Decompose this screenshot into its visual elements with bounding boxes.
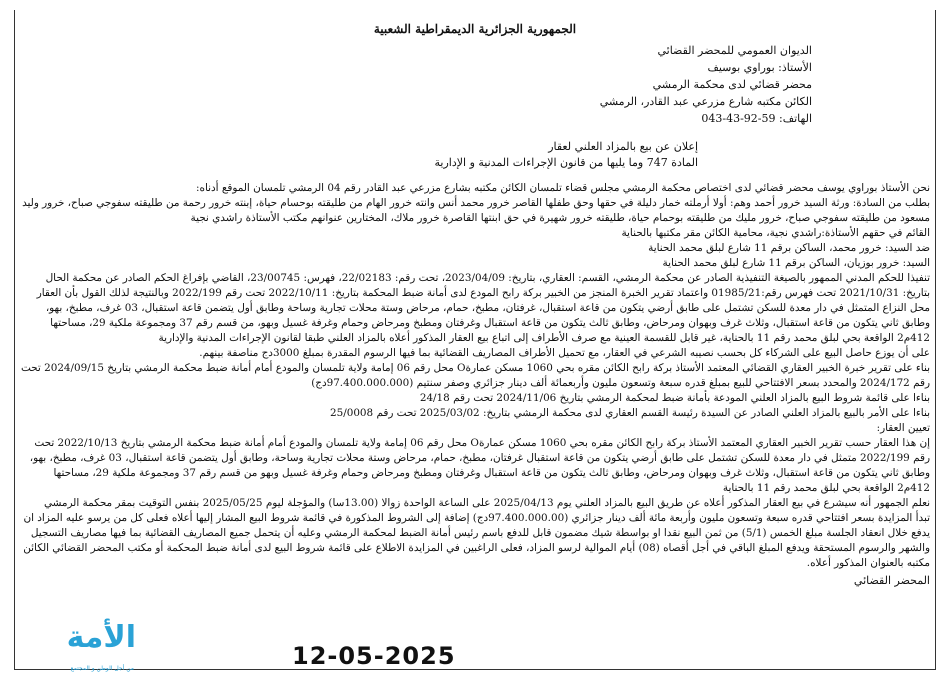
body-paragraph: على أن يوزع حاصل البيع على الشركاء كل بحسب نصيبه الشرعي في العقار، مع تحميل الأطراف المصاريف القضائية بما فيها الرسوم المقدرة بمبلغ 3000دج مناصفة بينهم. bbox=[199, 347, 930, 359]
notice-title bbox=[20, 139, 698, 171]
body-paragraph: نحن الأستاذ بوراوي يوسف محضر قضائي لدى اختصاص محكمة الرمشي مجلس قضاء تلمسان الكائن مكتبه بشارع مزرعي عبد القادر رقم 04 الرمشي تلمسان الموقع أدناه: bbox=[196, 182, 930, 194]
body-paragraph: القائم في حقهم الأستاذة:راشدي نجية، محامية الكائن مقر مكتبها بالحناية bbox=[621, 227, 930, 239]
body-paragraph: بناءا على قائمة شروط البيع بالمزاد العلني المودعة بأمانة ضبط لمحكمة الرمشي بتاريخ 2024/11/06 تحت رقم 24/18 bbox=[419, 392, 930, 404]
notice-title-line-1: إعلان عن بيع بالمزاد العلني لعقار bbox=[548, 140, 698, 153]
body-paragraph: نعلم الجمهور أنه سيشرع في بيع العقار المذكور أعلاه عن طريق البيع بالمزاد العلني يوم 2025/04/13 على الساعة الواحدة زوالا (13.00سا) والمؤجلة ليوم 2025/05/25 بنفس التوقيت بمقر محكمة الرمشي bbox=[43, 497, 930, 509]
republic-heading: الجمهورية الجزائرية الديمقراطية الشعبية bbox=[373, 22, 577, 36]
body-paragraph: السيد: خرور بوزيان، الساكن برقم 11 شارع لبلق محمد الحناية bbox=[662, 257, 930, 269]
body-paragraph: بطلب من السادة: ورثة السيد خرور أحمد وهم: أولا أرملته خمار دليلة في حقها وحق طفلها القاصر خرور محمد أنس وانته خرور الهام من طليقته بوحسام حياة، إبنته خرور رحمة من طليقته سفوجي صباح، خرور وليد مسعود من طليقته سفوجي صباح، خرور مليك من طليقته بوحمام حياة، طليقته خرور شهيرة في حق ابنتها القاصرة خرور ملاك، المختارين عنوانهم مكتب الأستاذة راشدي نجية bbox=[22, 197, 930, 224]
notice-page bbox=[20, 22, 930, 652]
newspaper-logo bbox=[10, 622, 140, 672]
bailiff-header bbox=[20, 42, 812, 127]
body-paragraph: إن هذا العقار حسب تقرير الخبير العقاري المعتمد الأستاذ بركة رابح الكائن مقره بحي 1060 مسكن عمارةO محل رقم 06 إمامة ولاية تلمسان والمودع أمام أمانة ضبط محكمة الرمشي بتاريخ 2022/10/13 تحت رقم 2022/199 متمثل في دار معدة للسكن تشتمل على طابق أرضي يتكون من قاعة استقبال غرفتان، مطبخ، حمام، مرحاض وستة محلات تجارية وساحة، وطابق أول يتضمن قاعة استقبال، 03 غرف، مطبخ، بهو، وطابق ثاني يتكون من قاعة استقبال، وثلاث غرف وبهوان ومرحاض، وطابق ثالث يتكون من قاعة استقبال وغرفتان ومطبخ ومرحاض وحمام وغرفة غسيل وبهو من قسم رقم 37 ومجموعة ملكية 29، مساحتها 412م2 الواقعة بحي لبلق محمد رقم 11 بالحناية bbox=[29, 437, 930, 494]
body-paragraph: تنفيذا للحكم المدني الممهور بالصيغة التنفيذية الصادر عن محكمة الرمشي، القسم: العقاري، بتاريخ: 2023/04/09، تحت رقم: 22/02183، فهرس: 23/00745، القاضي بإفراغ الحكم الصادر عن محكمة الحال بتاريخ: 2021/10/31 تحت فهرس رقم:01985/21 واعتماد تقرير الخبرة المنجز من الخبير بركة رابح المودع لدى أمانة ضبط المحكمة بتاريخ: 2022/10/11 تحت رقم 2022/199 وبالنتيجة لذلك القول بأن العقار محل النزاع المتمثل في دار معدة للسكن تشتمل على طابق أرضي يتكون من قاعة استقبال، غرفتان، مطبخ، حمام، مرحاض وستة محلات تجارية وساحة وطابق أول يتضمن قاعة استقبال، 03 غرف، مطبخ، بهو، وطابق ثاني يتكون من قاعة استقبال، وثلاث غرف وبهوان ومرحاض، وطابق ثالث يتكون من قاعة استقبال وغرفتان ومطبخ ومرحاض وحمام وغرفة غسيل وبهو، من قسم رقم 37 ومجموعة ملكية 29، مساحتها 412م2 الواقعة بحي لبلق محمد رقم 11 بالحناية، غير قابل للقسمة العينية مع صرف الأطراف إلى اتباع بيع العقار المذكور أعلاه بالمزاد العلني طبقا لقانون الإجراءات المدنية والإدارية bbox=[36, 272, 930, 344]
lawyer-name: الأستاذ: بوراوي بوسيف bbox=[707, 61, 812, 74]
court-name: محضر قضائي لدى محكمة الرمشي bbox=[652, 78, 812, 91]
body-paragraph: تعيين العقار: bbox=[876, 422, 930, 434]
logo-tagline: من أجل الوطن و المجتمع bbox=[70, 665, 134, 672]
signature-label: المحضر القضائي bbox=[853, 574, 930, 587]
office-address: الكائن مكتبه شارع مزرعي عبد القادر، الرمشي bbox=[599, 95, 812, 108]
office-phone: الهاتف: 59-92-43-043 bbox=[701, 112, 812, 125]
body-paragraph: ضد السيد: خرور محمد، الساكن برقم 11 شارع لبلق محمد الحناية bbox=[648, 242, 930, 254]
notice-title-line-2: المادة 747 وما يليها من قانون الإجراءات المدنية و الإدارية bbox=[434, 156, 698, 169]
publication-date: 12-05-2025 bbox=[292, 642, 456, 670]
logo-wordmark: الأمة bbox=[66, 620, 136, 655]
body-paragraph: بناءا على الأمر بالبيع بالمزاد العلني الصادر عن السيدة رئيسة القسم العقاري لدى محكمة الرمشي بتاريخ: 2025/03/02 تحت رقم 25/0008 bbox=[329, 407, 930, 419]
notice-body bbox=[20, 181, 930, 588]
body-paragraph: بناء على تقرير خبرة الخبير العقاري القضائي المعتمد الأستاذ بركة رابح الكائن مقره بحي 1060 مسكن عمارةO محل رقم 06 إمامة ولاية تلمسان والمودع أمام أمانة ضبط محكمة الرمشي بتاريخ 2024/09/15 تحت رقم 2024/172 والمحدد بسعر الافتتاحي للبيع بمبلغ قدره سبعة وتسعون مليون وأربعمائة ألف دينار جزائري وصفر سنتيم (97.400.000.000دج) bbox=[20, 362, 930, 389]
office-name: الديوان العمومي للمحضر القضائي bbox=[657, 44, 812, 57]
body-paragraph: تبدأ المزايدة بسعر افتتاحي قدره سبعة وتسعون مليون وأربعة مائة ألف دينار جزائري (97.400.000.00دج) إضافة إلى الشروط المذكورة في قائمة شروط البيع المشار إليها أعلاه فعلى كل من يرسو عليه المزاد ان يدفع خلال انعقاد الجلسة مبلغ الخمس (5/1) من ثمن البيع نقدا او بواسطة شيك مضمون قابل للدفع باسم رئيس أمانة الضبط لمحكمة الرمشي وعليه أن يتحمل جميع المصاريف القضائية بما فيها مصاريف التسجيل والشهر والرسوم المستحقة ويدفع المبلغ الباقي في أجل أقصاه (08) أيام الموالية لرسو المزاد، فعلى الراغبين في المزايدة الاطلاع على قائمة شروط البيع لدى أمانة ضبط المحكمة أو مكتب المحضر القضائي الكائن مكتبه بالعنوان المذكور أعلاه. bbox=[23, 512, 930, 569]
